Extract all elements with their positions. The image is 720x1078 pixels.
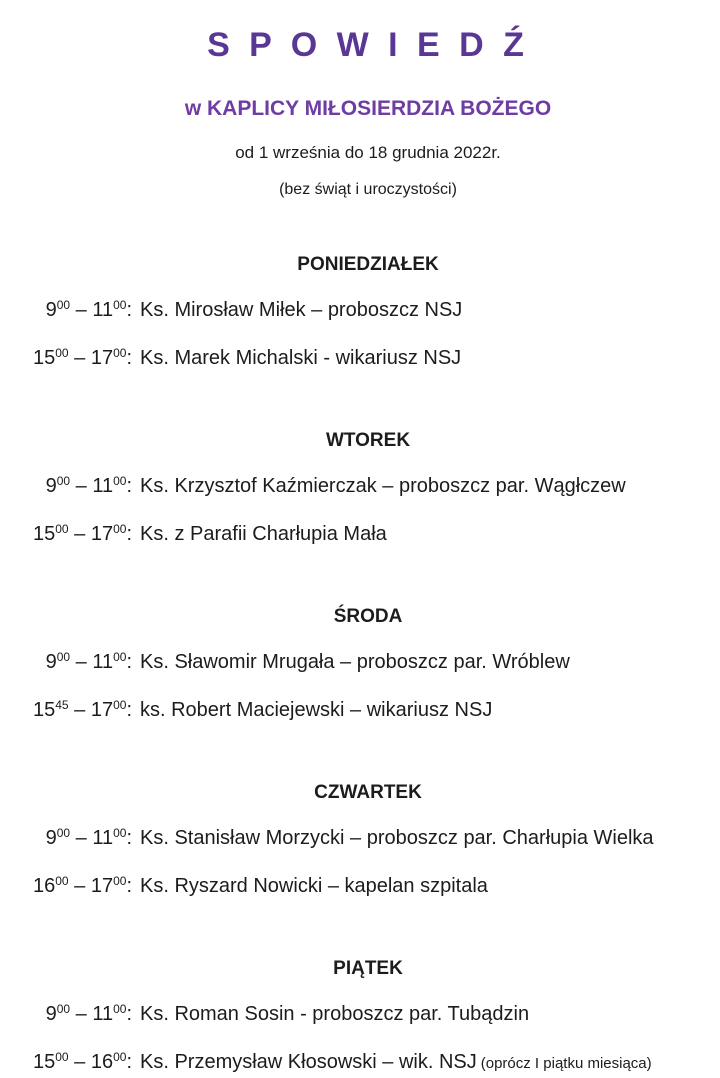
entry-text: Ks. Krzysztof Kaźmierczak – proboszcz par. Wągłczew <box>140 475 626 497</box>
schedule-entry <box>26 1048 710 1078</box>
time-colon: : <box>126 699 132 721</box>
time-range <box>26 296 132 326</box>
end-hour: 17 <box>90 875 114 897</box>
end-minutes: 00 <box>113 346 127 360</box>
time-colon: : <box>126 827 132 849</box>
start-hour: 15 <box>32 699 56 721</box>
day-entries <box>26 824 710 902</box>
exclusion-note: (bez świąt i uroczystości) <box>279 181 457 198</box>
time-colon: : <box>126 523 132 545</box>
start-minutes: 45 <box>55 698 69 712</box>
time-colon: : <box>126 651 132 673</box>
start-minutes: 00 <box>55 1050 69 1064</box>
day-section <box>26 956 710 1078</box>
schedule-entry <box>26 344 710 374</box>
start-hour: 9 <box>45 827 57 849</box>
schedule <box>26 252 710 1078</box>
start-minutes: 00 <box>56 1002 71 1016</box>
schedule-entry <box>26 648 710 678</box>
time-range <box>26 1048 132 1078</box>
schedule-entry <box>26 824 710 854</box>
time-dash: – <box>68 347 91 369</box>
time-range <box>26 520 132 550</box>
day-title: CZWARTEK <box>314 782 422 803</box>
time-colon: : <box>126 347 132 369</box>
time-range <box>26 472 132 502</box>
time-colon: : <box>126 475 132 497</box>
schedule-entry <box>26 696 710 726</box>
time-range <box>26 824 132 854</box>
time-dash: – <box>70 651 93 673</box>
end-hour: 11 <box>92 827 114 849</box>
start-minutes: 00 <box>55 522 69 536</box>
start-minutes: 00 <box>56 826 71 840</box>
start-minutes: 00 <box>55 346 69 360</box>
start-hour: 9 <box>45 1003 57 1025</box>
end-minutes: 00 <box>113 698 127 712</box>
schedule-entry <box>26 872 710 902</box>
time-dash: – <box>68 875 91 897</box>
start-hour: 15 <box>32 1051 56 1073</box>
end-hour: 17 <box>90 699 114 721</box>
day-section <box>26 428 710 550</box>
time-dash: – <box>68 1051 91 1073</box>
entry-text: Ks. Marek Michalski - wikariusz NSJ <box>140 347 462 369</box>
start-hour: 9 <box>45 299 57 321</box>
start-hour: 15 <box>32 347 56 369</box>
start-minutes: 00 <box>55 874 69 888</box>
day-entries <box>26 296 710 374</box>
end-minutes: 00 <box>113 1050 127 1064</box>
day-title: PONIEDZIAŁEK <box>297 254 439 275</box>
end-hour: 11 <box>92 475 114 497</box>
end-minutes: 00 <box>113 874 127 888</box>
day-title: WTOREK <box>325 430 411 451</box>
time-range <box>26 344 132 374</box>
day-title: PIĄTEK <box>333 958 403 979</box>
time-range <box>26 872 132 902</box>
schedule-entry <box>26 472 710 502</box>
entry-text: Ks. z Parafii Charłupia Mała <box>140 523 387 545</box>
time-range <box>26 648 132 678</box>
start-hour: 15 <box>32 523 56 545</box>
entry-text: Ks. Przemysław Kłosowski – wik. NSJ <box>140 1051 477 1073</box>
start-hour: 9 <box>45 651 57 673</box>
end-minutes: 00 <box>113 298 127 312</box>
end-minutes: 00 <box>113 826 127 840</box>
day-entries <box>26 648 710 726</box>
time-dash: – <box>68 699 91 721</box>
start-minutes: 00 <box>56 298 71 312</box>
start-minutes: 00 <box>56 474 71 488</box>
time-dash: – <box>70 827 93 849</box>
date-range: od 1 września do 18 grudnia 2022r. <box>235 143 501 162</box>
time-colon: : <box>126 875 132 897</box>
time-colon: : <box>126 1051 132 1073</box>
day-title: ŚRODA <box>333 606 403 627</box>
day-entries <box>26 1000 710 1078</box>
entry-text: Ks. Ryszard Nowicki – kapelan szpitala <box>140 875 488 897</box>
end-hour: 17 <box>90 347 114 369</box>
start-minutes: 00 <box>56 650 71 664</box>
page-title: S P O W I E D Ź <box>207 26 529 64</box>
end-minutes: 00 <box>113 1002 127 1016</box>
schedule-entry <box>26 296 710 326</box>
schedule-entry <box>26 520 710 550</box>
day-entries <box>26 472 710 550</box>
end-hour: 11 <box>92 651 114 673</box>
time-dash: – <box>70 475 93 497</box>
entry-text: Ks. Roman Sosin - proboszcz par. Tubądzin <box>140 1003 530 1025</box>
time-dash: – <box>68 523 91 545</box>
entry-text: Ks. Stanisław Morzycki – proboszcz par. Charłupia Wielka <box>140 827 654 849</box>
day-section <box>26 252 710 374</box>
end-hour: 17 <box>90 523 114 545</box>
end-hour: 11 <box>92 299 114 321</box>
end-minutes: 00 <box>113 474 127 488</box>
entry-text: ks. Robert Maciejewski – wikariusz NSJ <box>140 699 493 721</box>
entry-text: Ks. Mirosław Miłek – proboszcz NSJ <box>140 299 463 321</box>
schedule-entry <box>26 1000 710 1030</box>
entry-note: (oprócz I piątku miesiąca) <box>480 1055 652 1072</box>
time-colon: : <box>126 1003 132 1025</box>
time-range <box>26 1000 132 1030</box>
end-hour: 16 <box>90 1051 114 1073</box>
end-minutes: 00 <box>113 650 127 664</box>
day-section <box>26 604 710 726</box>
time-dash: – <box>70 299 93 321</box>
end-minutes: 00 <box>113 522 127 536</box>
start-hour: 9 <box>45 475 57 497</box>
time-range <box>26 696 132 726</box>
time-dash: – <box>70 1003 93 1025</box>
start-hour: 16 <box>32 875 56 897</box>
end-hour: 11 <box>92 1003 114 1025</box>
day-section <box>26 780 710 902</box>
entry-text: Ks. Sławomir Mrugała – proboszcz par. Wróblew <box>140 651 570 673</box>
page-subtitle: w KAPLICY MIŁOSIERDZIA BOŻEGO <box>184 97 552 120</box>
time-colon: : <box>126 299 132 321</box>
